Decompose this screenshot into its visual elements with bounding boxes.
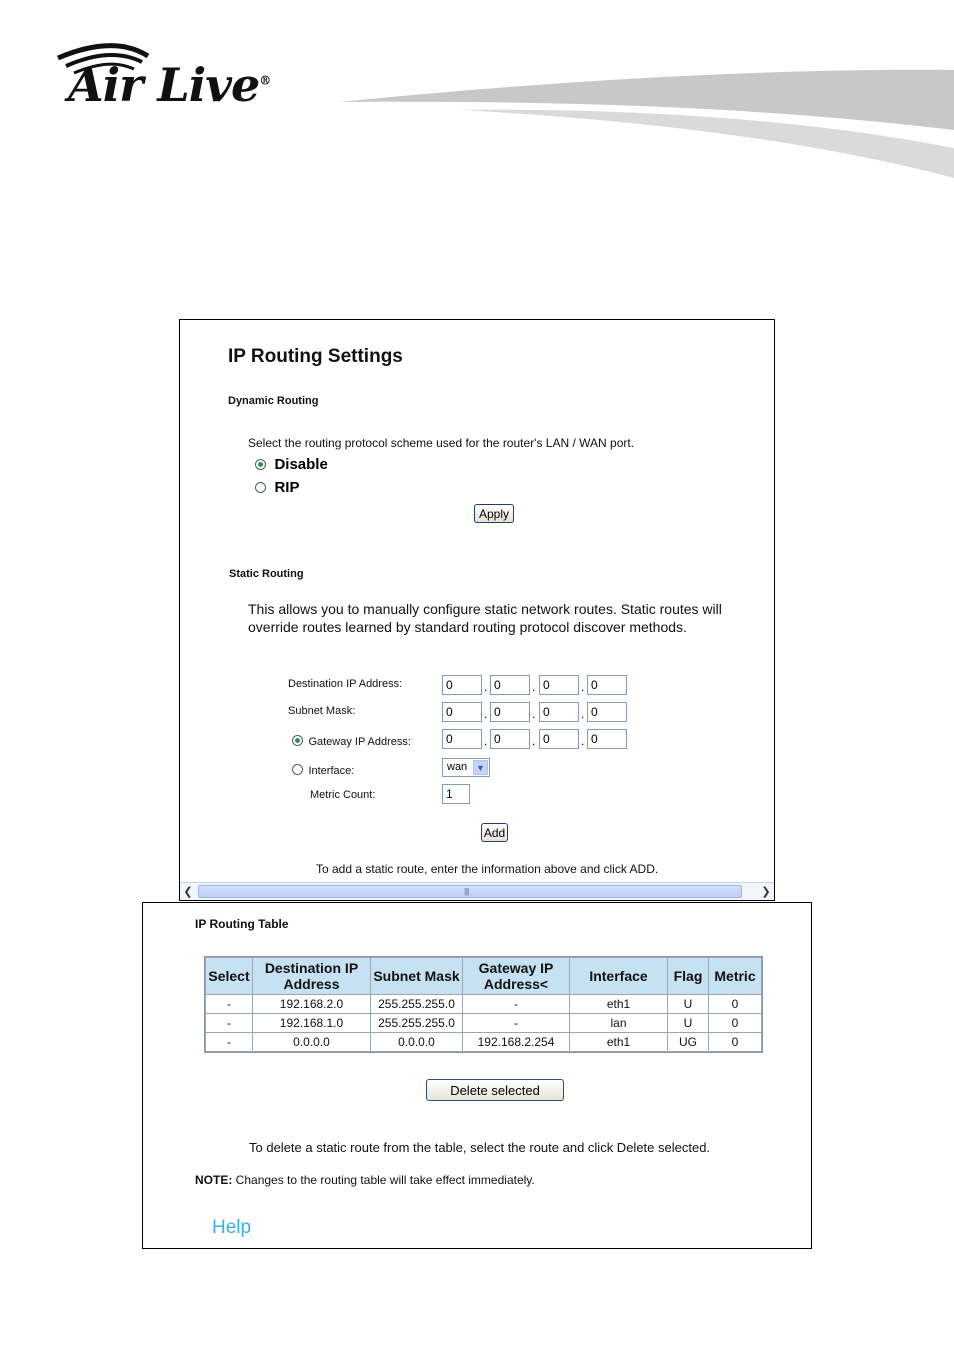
radio-rip-row[interactable] <box>255 479 299 497</box>
interface-cell: lan <box>570 1014 667 1032</box>
routing-note <box>195 1173 535 1187</box>
gateway-ip-label: Gateway IP Address: <box>308 736 411 748</box>
column-header-gateway-ip: Gateway IP Address< <box>463 958 569 994</box>
row-select-cell[interactable]: - <box>206 995 252 1013</box>
ip-dot: . <box>581 707 585 721</box>
ip-dot: . <box>532 734 536 748</box>
gateway-ip-octet-2[interactable] <box>490 729 530 749</box>
interface-select-value: wan <box>447 761 468 773</box>
interface-cell: eth1 <box>570 995 667 1013</box>
destination-ip-cell: 192.168.2.0 <box>253 995 370 1013</box>
note-text: Changes to the routing table will take effect immediately. <box>232 1173 535 1187</box>
ip-routing-table-panel <box>142 902 812 1249</box>
subnet-mask-octet-4[interactable] <box>587 702 627 722</box>
gateway-ip-octet-4[interactable] <box>587 729 627 749</box>
interface-select[interactable] <box>442 758 490 777</box>
routing-table <box>204 956 763 1053</box>
apply-button[interactable]: Apply <box>474 504 514 523</box>
radio-interface[interactable] <box>292 764 303 775</box>
destination-ip-label: Destination IP Address: <box>288 678 403 690</box>
interface-cell: eth1 <box>570 1033 667 1051</box>
table-header-row <box>206 958 761 994</box>
flag-cell: U <box>668 995 708 1013</box>
delete-selected-button[interactable]: Delete selected <box>426 1079 564 1101</box>
column-header-flag: Flag <box>668 958 708 994</box>
column-header-interface: Interface <box>570 958 667 994</box>
metric-cell: 0 <box>709 1014 761 1032</box>
column-header-subnet-mask: Subnet Mask <box>371 958 462 994</box>
note-label: NOTE: <box>195 1173 233 1187</box>
gateway-ip-radio-row[interactable] <box>292 732 411 750</box>
row-select-cell[interactable]: - <box>206 1014 252 1032</box>
horizontal-scrollbar[interactable] <box>180 882 774 901</box>
subnet-mask-octet-2[interactable] <box>490 702 530 722</box>
static-routing-heading: Static Routing <box>229 568 304 580</box>
destination-ip-cell: 0.0.0.0 <box>253 1033 370 1051</box>
flag-cell: U <box>668 1014 708 1032</box>
subnet-mask-label: Subnet Mask: <box>288 705 356 717</box>
destination-ip-octet-3[interactable] <box>539 675 579 695</box>
gateway-ip-octet-1[interactable] <box>442 729 482 749</box>
ip-dot: . <box>484 707 488 721</box>
metric-cell: 0 <box>709 995 761 1013</box>
add-button[interactable]: Add <box>481 823 508 842</box>
radio-disable[interactable] <box>255 459 266 470</box>
radio-rip-label: RIP <box>274 479 300 496</box>
destination-ip-octet-1[interactable] <box>442 675 482 695</box>
table-row[interactable] <box>206 995 761 1013</box>
scrollbar-grip-icon: |||| <box>464 887 469 896</box>
ip-dot: . <box>581 680 585 694</box>
chevron-down-icon[interactable]: ▼ <box>473 760 488 775</box>
table-row[interactable] <box>206 1014 761 1032</box>
scroll-left-arrow-icon[interactable]: ❮ <box>183 886 193 898</box>
gateway-ip-cell: 192.168.2.254 <box>463 1033 569 1051</box>
flag-cell: UG <box>668 1033 708 1051</box>
scrollbar-thumb[interactable] <box>198 885 742 898</box>
row-select-cell[interactable]: - <box>206 1033 252 1051</box>
add-route-note: To add a static route, enter the information above and click ADD. <box>316 862 659 876</box>
subnet-mask-octet-1[interactable] <box>442 702 482 722</box>
radio-gateway-ip[interactable] <box>292 735 303 746</box>
subnet-mask-cell: 0.0.0.0 <box>371 1033 462 1051</box>
radio-disable-row[interactable] <box>255 456 328 474</box>
metric-count-label: Metric Count: <box>310 789 376 801</box>
scroll-right-arrow-icon[interactable]: ❯ <box>761 886 771 898</box>
ip-dot: . <box>484 680 488 694</box>
table-row[interactable] <box>206 1033 761 1051</box>
ip-dot: . <box>532 680 536 694</box>
subnet-mask-octet-3[interactable] <box>539 702 579 722</box>
gateway-ip-octet-3[interactable] <box>539 729 579 749</box>
radio-rip[interactable] <box>255 482 266 493</box>
ip-dot: . <box>532 707 536 721</box>
ip-routing-settings-panel <box>179 319 775 901</box>
column-header-metric: Metric <box>709 958 761 994</box>
gateway-ip-cell: - <box>463 995 569 1013</box>
static-routing-description: This allows you to manually configure static network routes. Static routes will override routes learned by standard routing protocol discover methods. <box>248 601 722 635</box>
dynamic-routing-heading: Dynamic Routing <box>228 395 319 407</box>
subnet-mask-cell: 255.255.255.0 <box>371 995 462 1013</box>
destination-ip-cell: 192.168.1.0 <box>253 1014 370 1032</box>
metric-cell: 0 <box>709 1033 761 1051</box>
radio-disable-label: Disable <box>274 456 328 473</box>
page-title: IP Routing Settings <box>228 346 403 367</box>
gateway-ip-cell: - <box>463 1014 569 1032</box>
metric-count-input[interactable] <box>442 784 470 804</box>
delete-route-note: To delete a static route from the table, select the route and click Delete selected. <box>249 1140 711 1155</box>
interface-label: Interface: <box>308 765 355 777</box>
column-header-select: Select <box>206 958 252 994</box>
help-link[interactable]: Help <box>212 1217 252 1238</box>
dynamic-routing-description: Select the routing protocol scheme used for the router's LAN / WAN port. <box>248 436 635 450</box>
column-header-destination-ip: Destination IP Address <box>253 958 370 994</box>
destination-ip-octet-2[interactable] <box>490 675 530 695</box>
ip-dot: . <box>484 734 488 748</box>
interface-radio-row[interactable] <box>292 761 354 779</box>
ip-dot: . <box>581 734 585 748</box>
routing-table-heading: IP Routing Table <box>195 917 289 931</box>
airlive-logo: Air Live® <box>68 58 271 112</box>
destination-ip-octet-4[interactable] <box>587 675 627 695</box>
header-swoosh-graphic <box>340 60 954 190</box>
subnet-mask-cell: 255.255.255.0 <box>371 1014 462 1032</box>
